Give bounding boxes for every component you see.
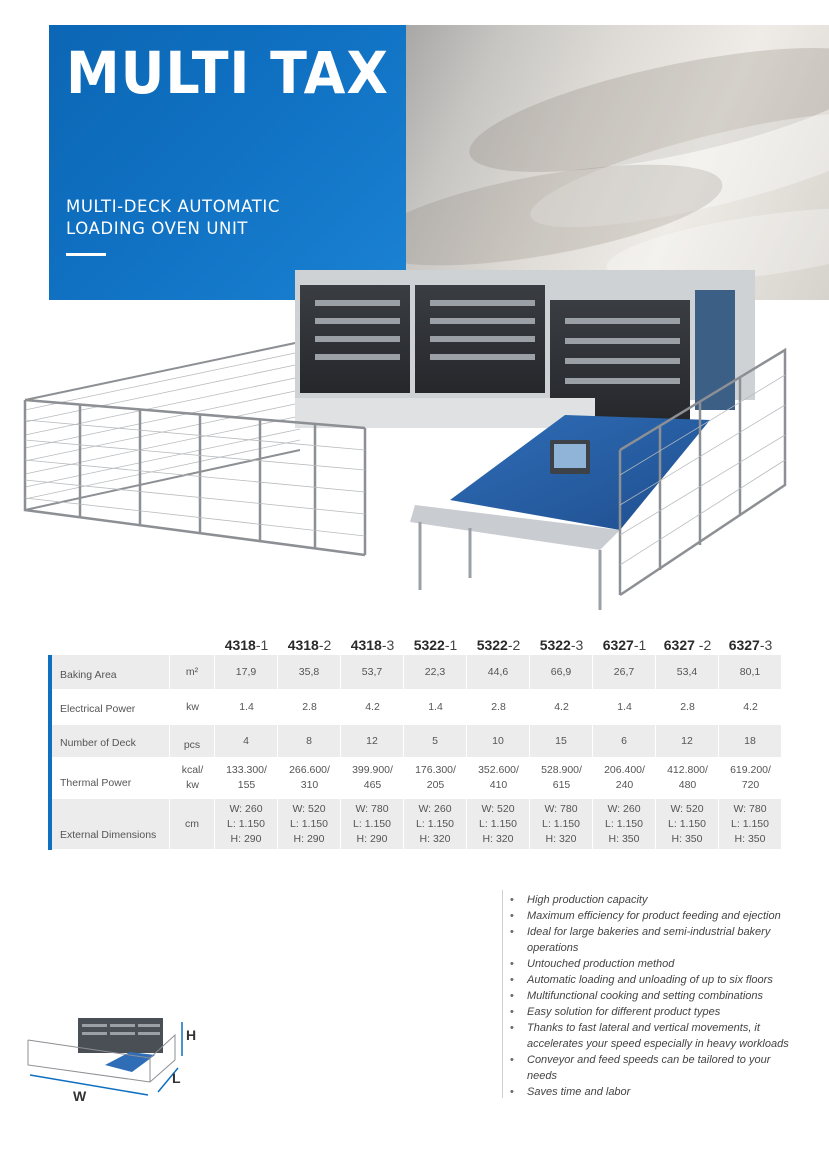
value-cell: 528.900/ 615 xyxy=(541,764,582,791)
value-cell: 4.2 xyxy=(743,700,758,713)
row-label: Baking Area xyxy=(52,655,170,689)
row-unit: kw xyxy=(186,700,199,713)
table-row xyxy=(52,691,808,723)
subtitle-line-1: MULTI-DECK AUTOMATIC xyxy=(66,197,280,216)
value-cell: 22,3 xyxy=(404,655,467,689)
model-suffix: -1 xyxy=(444,637,458,653)
feature-item xyxy=(502,1084,802,1100)
feature-text: Maximum efficiency for product feeding and ejection xyxy=(527,910,781,922)
subtitle-line-2: LOADING OVEN UNIT xyxy=(66,219,249,238)
bullet-icon: • xyxy=(510,1022,514,1034)
feature-text: Conveyor and feed speeds can be tailored to your needs xyxy=(527,1054,771,1082)
value-cell: 2.8 xyxy=(302,700,317,713)
model-heading xyxy=(278,637,341,653)
row-unit: m² xyxy=(170,655,215,689)
table-row xyxy=(52,759,808,797)
model-base: 5322 xyxy=(413,637,445,653)
model-base: 6327 xyxy=(602,637,634,653)
bullet-icon: • xyxy=(510,894,514,906)
model-suffix: -2 xyxy=(694,637,712,653)
feature-item xyxy=(502,924,802,956)
model-suffix: -2 xyxy=(507,637,521,653)
value-cell: 619.200/ 720 xyxy=(730,764,771,791)
value-cell: 26,7 xyxy=(593,655,656,689)
model-header-row xyxy=(48,633,808,655)
model-heading xyxy=(593,637,656,653)
model-heading xyxy=(467,637,530,653)
bullet-icon: • xyxy=(510,958,514,970)
value-cell: 53,7 xyxy=(341,655,404,689)
feature-text: Easy solution for different product types xyxy=(527,1006,721,1018)
value-cell: 176.300/ 205 xyxy=(415,764,456,791)
feature-text: High production capacity xyxy=(527,894,648,906)
model-heading xyxy=(215,637,278,653)
model-base: 4318 xyxy=(224,637,256,653)
bullet-icon: • xyxy=(510,1054,514,1066)
value-cell: 17,9 xyxy=(215,655,278,689)
value-cell: 66,9 xyxy=(530,655,593,689)
feature-text: Untouched production method xyxy=(527,958,675,970)
page-subtitle xyxy=(66,196,366,240)
feature-item xyxy=(502,956,802,972)
model-suffix: -2 xyxy=(318,637,332,653)
feature-item xyxy=(502,908,802,924)
feature-text: Multifunctional cooking and setting combinations xyxy=(527,990,764,1002)
dimension-label-l: L xyxy=(172,1070,181,1086)
value-cell: 2.8 xyxy=(680,700,695,713)
feature-item xyxy=(502,1020,802,1052)
value-cell: 8 xyxy=(278,725,341,757)
value-cell: 5 xyxy=(404,725,467,757)
value-cell: 266.600/ 310 xyxy=(289,764,330,791)
value-cell: 399.900/ 465 xyxy=(352,764,393,791)
value-cell: 12 xyxy=(341,725,404,757)
value-cell: W: 780 L: 1.150 H: 350 xyxy=(719,799,782,849)
value-cell: 12 xyxy=(656,725,719,757)
bullet-icon: • xyxy=(510,974,514,986)
bullet-icon: • xyxy=(510,990,514,1002)
model-suffix: -1 xyxy=(255,637,269,653)
oven-unit-illustration xyxy=(20,260,800,620)
feature-list xyxy=(502,892,802,1100)
row-label: External Dimensions xyxy=(52,799,170,849)
value-cell: 352.600/ 410 xyxy=(478,764,519,791)
feature-item xyxy=(502,1052,802,1084)
value-cell: W: 260 L: 1.150 H: 320 xyxy=(404,799,467,849)
value-cell: 10 xyxy=(467,725,530,757)
row-unit: cm xyxy=(170,799,215,849)
value-cell: 35,8 xyxy=(278,655,341,689)
model-heading xyxy=(656,637,719,653)
dimension-label-w: W xyxy=(73,1088,87,1104)
page-title: MULTI TAX xyxy=(66,39,389,107)
feature-item xyxy=(502,892,802,908)
model-suffix: -3 xyxy=(381,637,395,653)
value-cell: 15 xyxy=(530,725,593,757)
value-cell: 4 xyxy=(215,725,278,757)
bullet-icon: • xyxy=(510,910,514,922)
value-cell: 412.800/ 480 xyxy=(667,764,708,791)
value-cell: W: 260 L: 1.150 H: 290 xyxy=(215,799,278,849)
model-heading xyxy=(719,637,782,653)
row-label: Electrical Power xyxy=(60,703,136,715)
bullet-icon: • xyxy=(510,1006,514,1018)
feature-text: Thanks to fast lateral and vertical movements, it accelerates your speed especially in heavy workloads xyxy=(527,1022,789,1050)
value-cell: 6 xyxy=(593,725,656,757)
value-cell: 2.8 xyxy=(491,700,506,713)
feature-item xyxy=(502,972,802,988)
dimension-label-h: H xyxy=(186,1027,197,1043)
model-suffix: -1 xyxy=(633,637,647,653)
value-cell: W: 520 L: 1.150 H: 320 xyxy=(467,799,530,849)
feature-item xyxy=(502,1004,802,1020)
row-unit: pcs xyxy=(170,725,215,757)
value-cell: W: 780 L: 1.150 H: 320 xyxy=(530,799,593,849)
model-base: 5322 xyxy=(539,637,571,653)
model-suffix: -3 xyxy=(570,637,584,653)
model-base: 6327 xyxy=(728,637,760,653)
model-suffix: -3 xyxy=(759,637,773,653)
model-base: 6327 xyxy=(663,637,695,653)
bullet-icon: • xyxy=(510,926,514,938)
table-row xyxy=(52,725,808,757)
value-cell: 4.2 xyxy=(554,700,569,713)
value-cell: 1.4 xyxy=(239,700,254,713)
feature-text: Automatic loading and unloading of up to six floors xyxy=(527,974,773,986)
model-heading xyxy=(341,637,404,653)
row-label: Thermal Power xyxy=(60,777,132,789)
row-unit: kcal/ kw xyxy=(181,764,204,791)
title-underline xyxy=(66,253,106,256)
value-cell: W: 260 L: 1.150 H: 350 xyxy=(593,799,656,849)
feature-text: Saves time and labor xyxy=(527,1086,631,1098)
value-cell: W: 780 L: 1.150 H: 290 xyxy=(341,799,404,849)
feature-item xyxy=(502,988,802,1004)
value-cell: 44,6 xyxy=(467,655,530,689)
model-heading xyxy=(530,637,593,653)
value-cell: W: 520 L: 1.150 H: 350 xyxy=(656,799,719,849)
value-cell: 80,1 xyxy=(719,655,782,689)
table-row xyxy=(52,799,808,849)
value-cell: 18 xyxy=(719,725,782,757)
value-cell: 53,4 xyxy=(656,655,719,689)
row-label: Number of Deck xyxy=(52,725,170,757)
bullet-icon: • xyxy=(510,1086,514,1098)
value-cell: 1.4 xyxy=(617,700,632,713)
value-cell: 206.400/ 240 xyxy=(604,764,645,791)
model-base: 4318 xyxy=(350,637,382,653)
table-row xyxy=(52,655,808,689)
dimension-diagram xyxy=(20,1010,220,1110)
feature-text: Ideal for large bakeries and semi-industrial bakery operations xyxy=(527,926,771,954)
value-cell: W: 520 L: 1.150 H: 290 xyxy=(278,799,341,849)
model-base: 4318 xyxy=(287,637,319,653)
value-cell: 4.2 xyxy=(365,700,380,713)
hero-background-photo xyxy=(405,25,829,300)
model-heading xyxy=(404,637,467,653)
value-cell: 133.300/ 155 xyxy=(226,764,267,791)
value-cell: 1.4 xyxy=(428,700,443,713)
model-base: 5322 xyxy=(476,637,508,653)
